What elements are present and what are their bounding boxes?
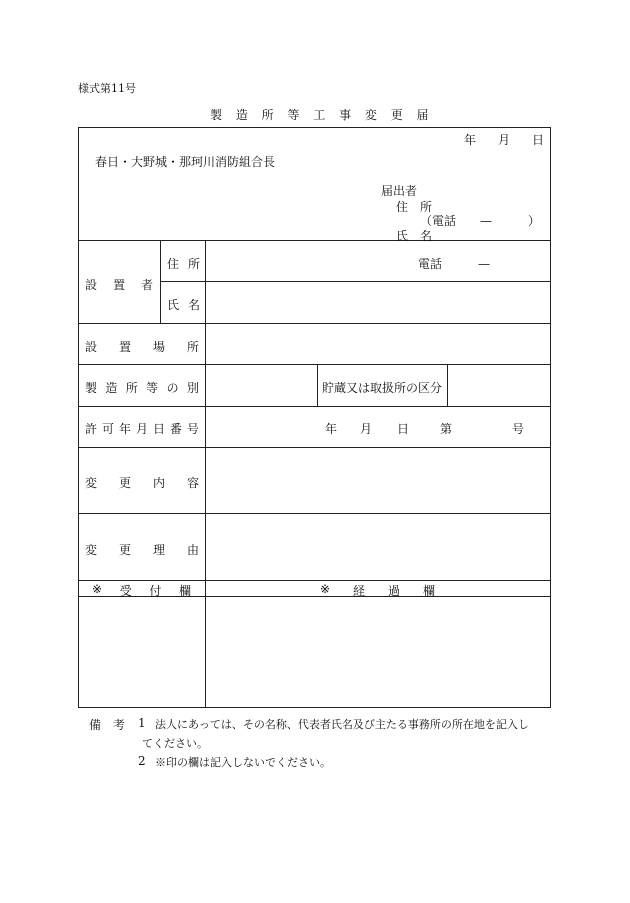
change-content-field[interactable] xyxy=(206,448,550,513)
installer-name-label: 氏 名 xyxy=(167,298,200,312)
notes-label: 備 考 xyxy=(89,718,126,732)
date-month-label: 月 xyxy=(497,133,510,147)
note-1-text: 法人にあっては、その名称、代表者氏名及び主たる事務所の所在地を記入し xyxy=(155,718,529,731)
location-label: 設 置 場 所 xyxy=(85,340,199,354)
facility-type-label: 製 造 所 等 の 別 xyxy=(85,381,199,395)
change-content-label: 変 更 内 容 xyxy=(85,476,199,490)
progress-label: ※ 経 過 欄 xyxy=(320,582,435,598)
addressee: 春日・大野城・那珂川消防組合長 xyxy=(95,155,276,169)
note-1-continuation: てください。 xyxy=(142,737,208,750)
date-day-label: 日 xyxy=(531,133,544,147)
facility-type-field[interactable] xyxy=(206,365,317,406)
installer-address-field[interactable] xyxy=(206,241,550,281)
form-number: 様式第11号 xyxy=(78,82,136,95)
storage-category-field[interactable] xyxy=(448,365,550,406)
permit-day-label: 日 xyxy=(397,422,410,436)
page-title: 製 造 所 等 工 事 変 更 届 xyxy=(210,108,434,122)
change-reason-field[interactable] xyxy=(206,514,550,580)
progress-field xyxy=(206,597,550,707)
permit-year-label: 年 xyxy=(325,422,338,436)
permit-field[interactable] xyxy=(206,407,550,447)
installer-address-label: 住 所 xyxy=(167,257,200,271)
installer-label: 設 置 者 xyxy=(85,278,153,292)
applicant-address-label: 住 所 xyxy=(396,200,433,214)
permit-number-prefix: 第 xyxy=(440,422,453,436)
note-1-number: 1 xyxy=(138,716,146,730)
note-2-number: 2 xyxy=(138,754,146,768)
permit-number-suffix: 号 xyxy=(512,422,525,436)
permit-label: 許 可 年 月 日 番 号 xyxy=(85,422,199,436)
note-2-text: ※印の欄は記入しないでください。 xyxy=(155,756,331,769)
date-year-label: 年 xyxy=(464,133,477,147)
applicant-name-label: 氏 名 xyxy=(396,229,433,243)
permit-month-label: 月 xyxy=(360,422,373,436)
applicant-phone-label: （電話 — ） xyxy=(420,214,541,228)
installer-name-field[interactable] xyxy=(206,282,550,323)
reception-label: ※ 受 付 欄 xyxy=(92,582,191,598)
location-field[interactable] xyxy=(206,324,550,364)
applicant-label: 届出者 xyxy=(381,184,418,198)
reception-field xyxy=(79,597,205,707)
storage-category-label: 貯蔵又は取扱所の区分 xyxy=(322,381,443,395)
change-reason-label: 変 更 理 由 xyxy=(85,543,199,557)
installer-phone-label: 電話 — xyxy=(418,257,491,271)
date-field[interactable] xyxy=(464,131,544,148)
